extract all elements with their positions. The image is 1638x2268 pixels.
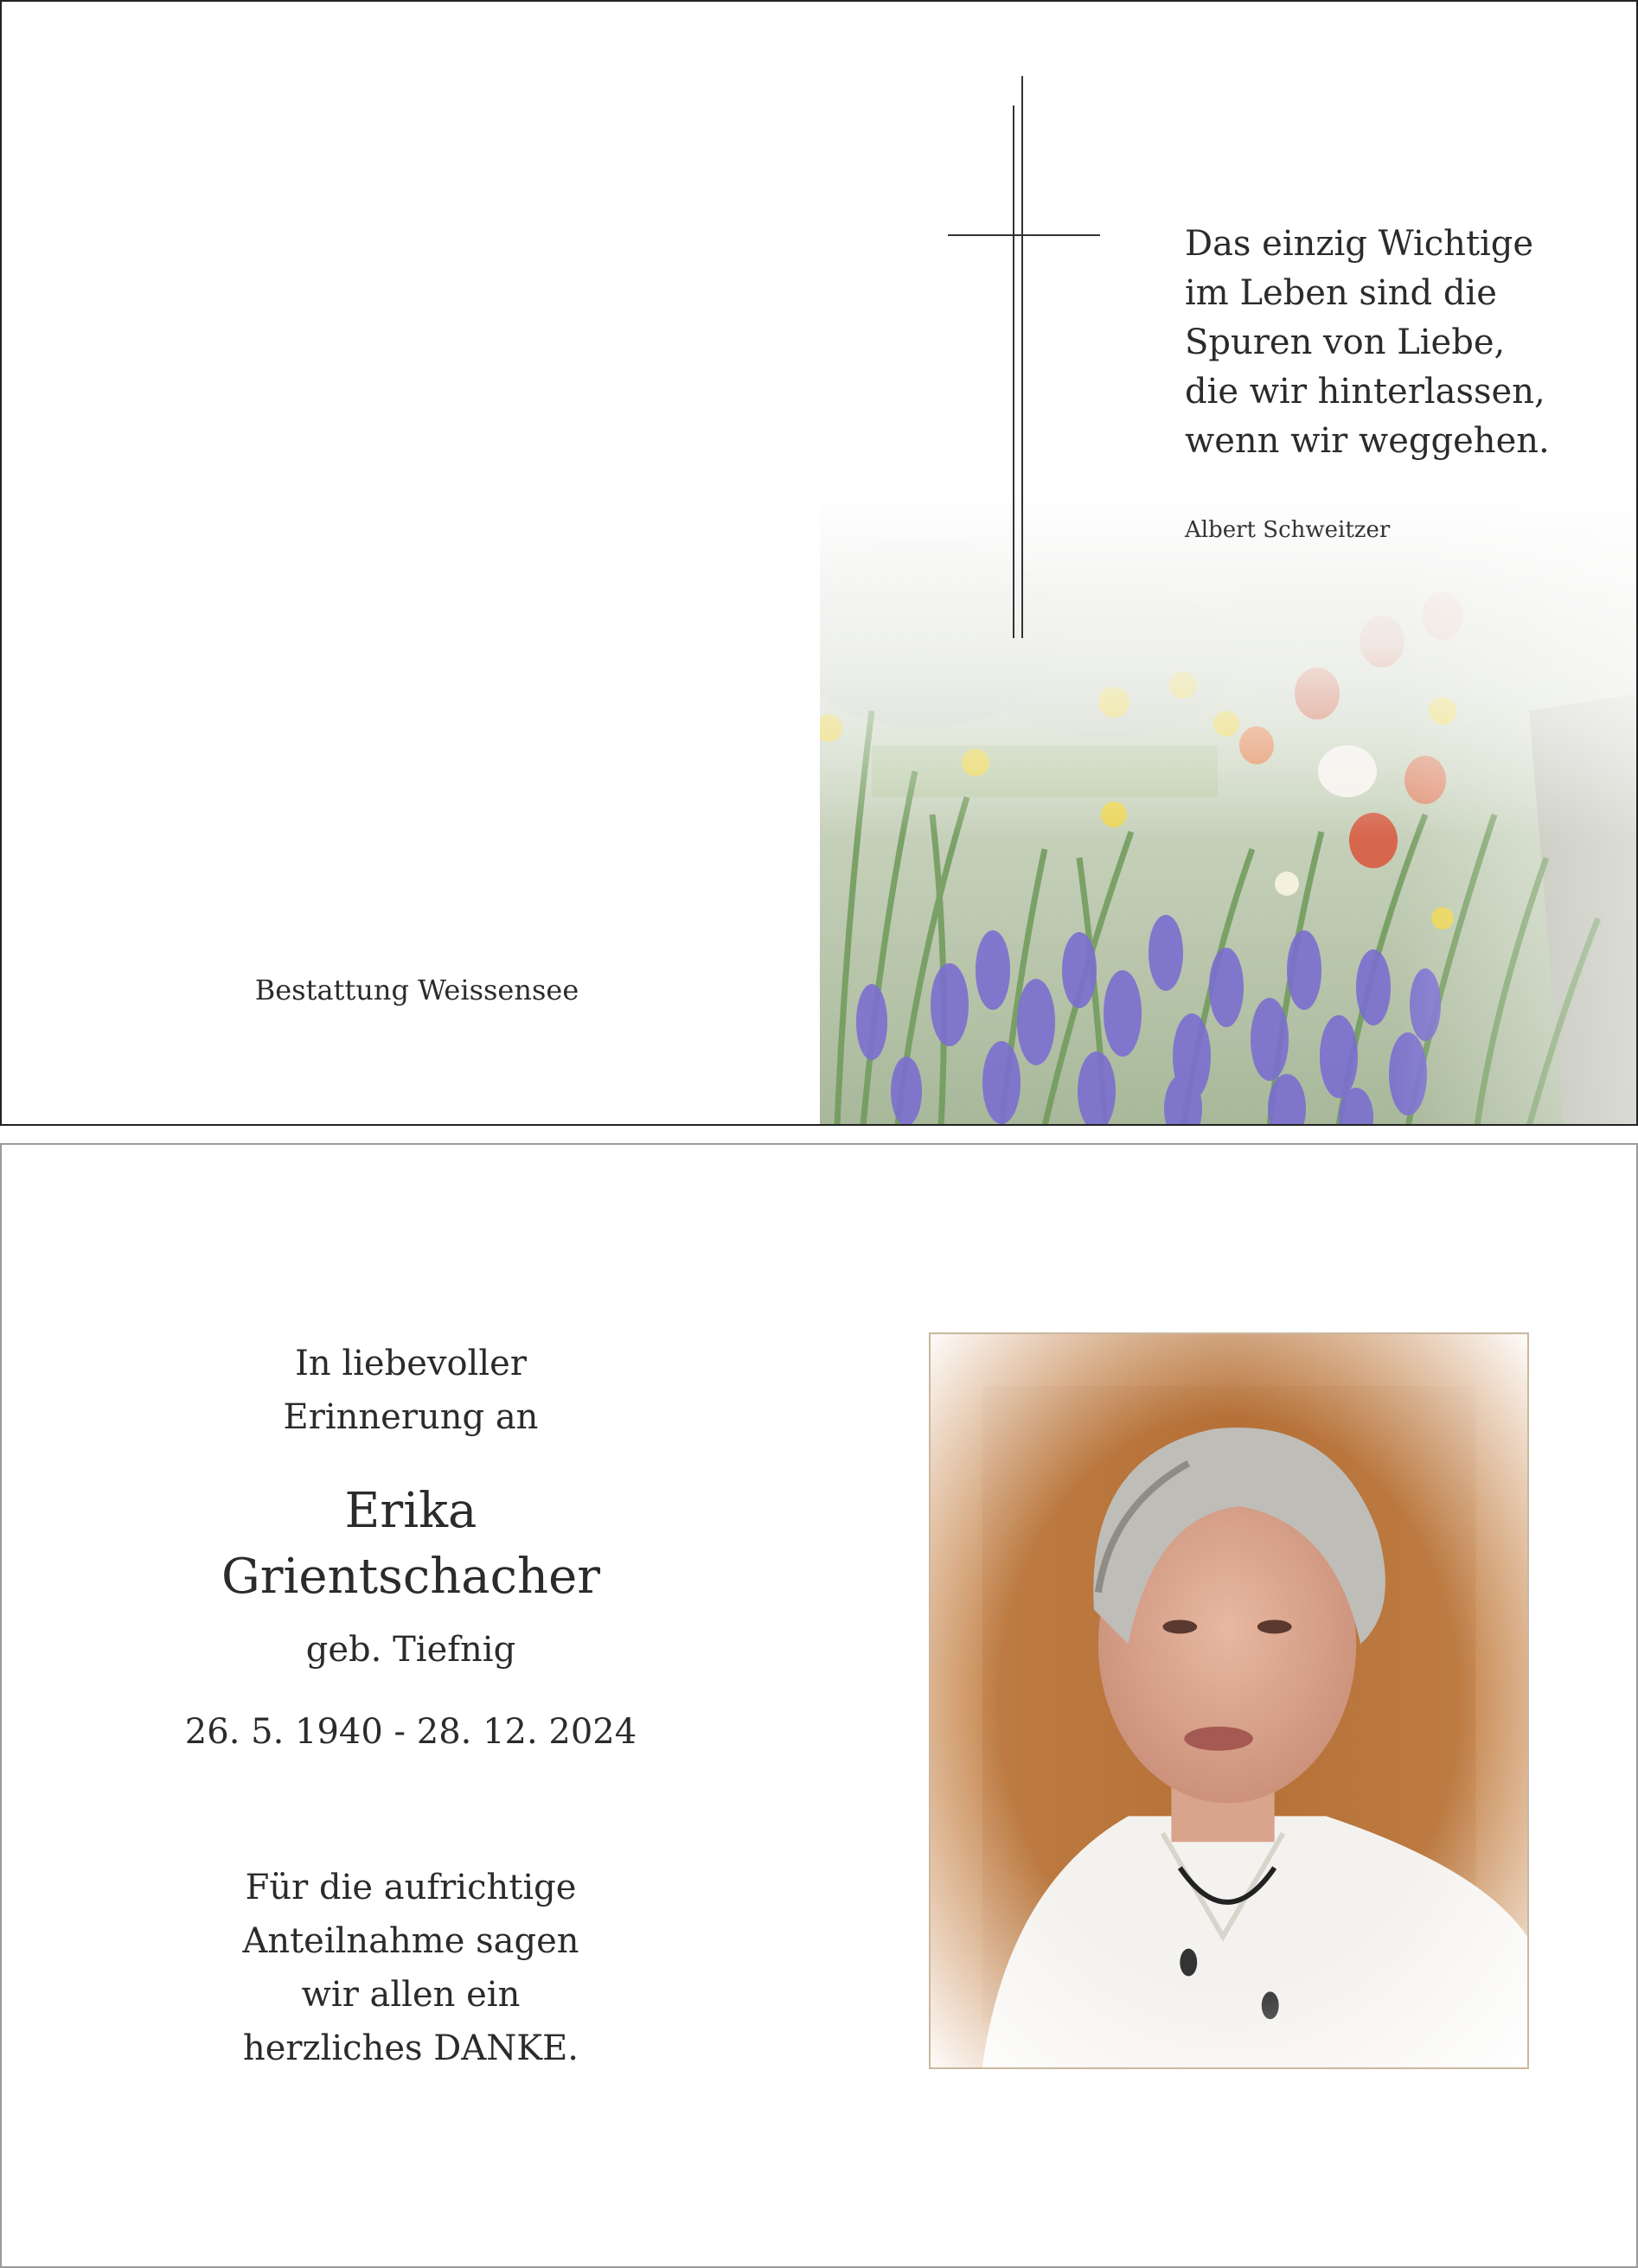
- quote-author: Albert Schweitzer: [1185, 517, 1391, 543]
- memorial-quote: [1185, 220, 1617, 466]
- last-name: Grientschacher: [221, 1549, 601, 1605]
- thanks-line: Anteilnahme sagen: [242, 1921, 579, 1961]
- memory-line: In liebevoller: [295, 1344, 527, 1383]
- thanks-line: wir allen ein: [301, 1975, 521, 2015]
- funeral-home-name: Bestattung Weissensee: [254, 974, 579, 1006]
- portrait-illustration: [931, 1334, 1527, 2067]
- quote-line: Spuren von Liebe,: [1185, 323, 1506, 362]
- portrait-photo: [929, 1332, 1529, 2069]
- first-name: Erika: [344, 1483, 477, 1539]
- thanks-line: Für die aufrichtige: [245, 1868, 577, 1907]
- thanks-message: [121, 1861, 701, 2075]
- quote-line: die wir hinterlassen,: [1185, 372, 1545, 412]
- life-dates: 26. 5. 1940 - 28. 12. 2024: [184, 1712, 637, 1752]
- maiden-name: geb. Tiefnig: [305, 1630, 516, 1670]
- memory-line: Erinnerung an: [283, 1397, 539, 1437]
- parte-front-card: [0, 0, 1638, 1126]
- thanks-line: herzliches DANKE.: [242, 2028, 579, 2068]
- memory-heading: [121, 1337, 701, 1444]
- quote-line: Das einzig Wichtige: [1185, 224, 1534, 264]
- quote-line: im Leben sind die: [1185, 273, 1497, 313]
- flower-garden-illustration: [820, 486, 1638, 1126]
- cross-icon: [948, 76, 1104, 638]
- quote-line: wenn wir weggehen.: [1185, 421, 1550, 461]
- deceased-name: [121, 1479, 701, 1610]
- flower-garden-image: [820, 486, 1638, 1126]
